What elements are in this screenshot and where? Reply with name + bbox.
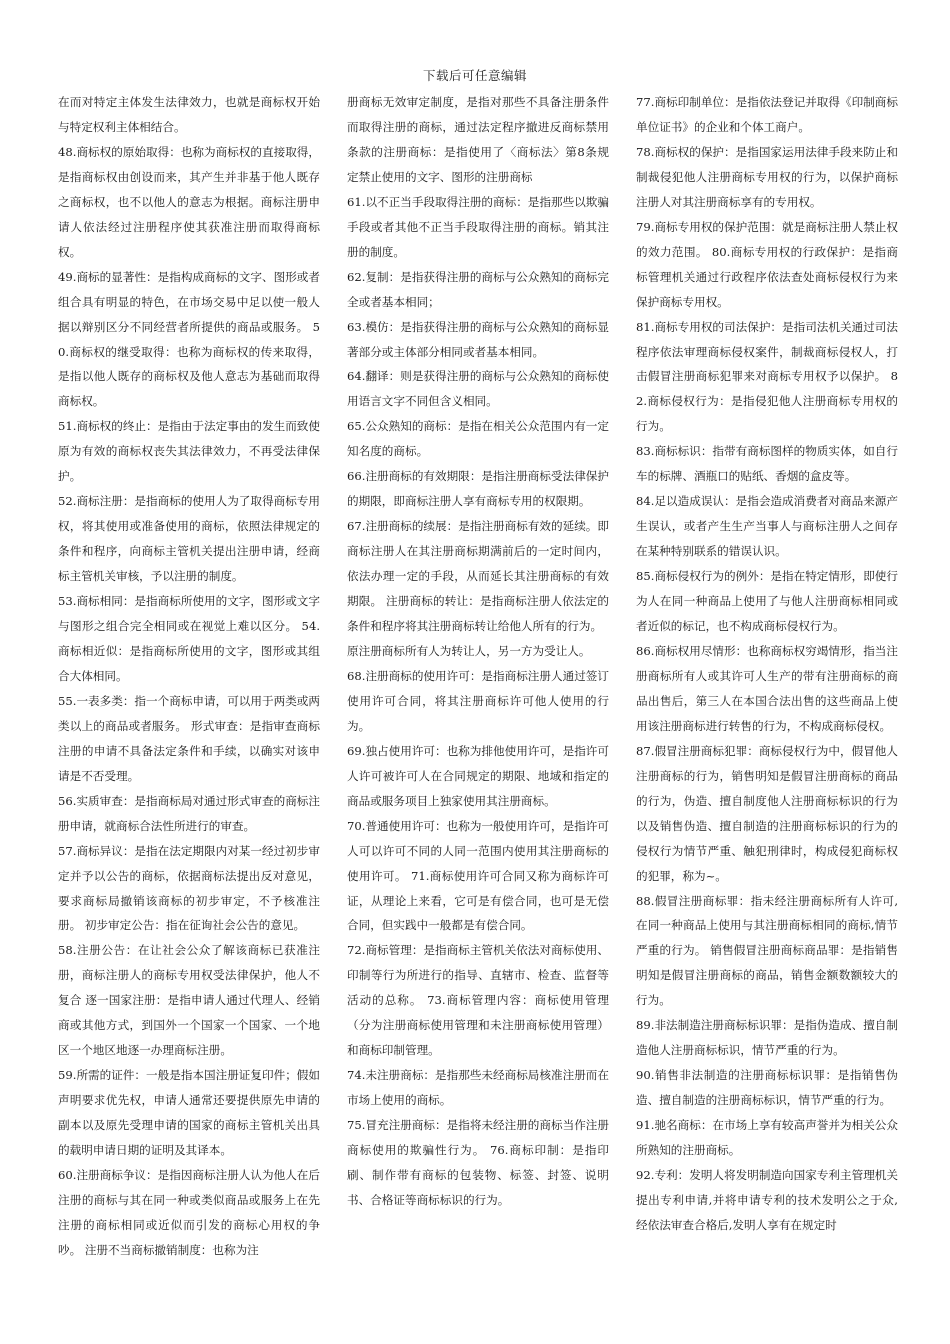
text-column-2 [347,90,609,1213]
paragraph: 69.独占使用许可：也称为排他使用许可，是指许可人许可被许可人在合同规定的期限、地域和指定的商品或服务项目上独家使用其注册商标。 [347,743,609,808]
page-header: 下载后可任意编辑 [422,68,527,83]
paragraph: 在而对特定主体发生法律效力，也就是商标权开始与特定权利主体相结合。 [58,95,320,134]
paragraph: 68.注册商标的使用许可：是指商标注册人通过签订使用许可合同，将其注册商标许可他人使用的行为。 [347,668,609,733]
paragraph: 87.假冒注册商标犯罪：商标侵权行为中，假冒他人注册商标的行为，销售明知是假冒注册商标的商品的行为，伪造、擅自制度他人注册商标标识的行为以及销售伪造、擅自制造的注册商标标识的行为的侵权行为情节严重、触犯刑律时，构成侵犯商标权的犯罪，称为~。 [636,743,898,883]
paragraph: 78.商标权的保护：是指国家运用法律手段来防止和制裁侵犯他人注册商标专用权的行为，以保护商标注册人对其注册商标享有的专用权。 [636,144,898,209]
paragraph: 72.商标管理：是指商标主管机关依法对商标使用、印制等行为所进行的指导、直辖市、检查、监督等活动的总称。 73.商标管理内容：商标使用管理（分为注册商标使用管理和未注册商标使用管理）和商标印制管理。 [347,943,609,1058]
paragraph: 74.未注册商标：是指那些未经商标局核准注册而在市场上使用的商标。 [347,1068,609,1108]
paragraph: 79.商标专用权的保护范围：就是商标注册人禁止权的效力范围。 80.商标专用权的行政保护：是指商标管理机关通过行政程序依法查处商标侵权行为来保护商标专用权。 [636,219,898,309]
paragraph: 92.专利：发明人将发明制造向国家专利主管理机关提出专利申请,并将申请专利的技术发明公之于众,经依法审查合格后,发明人享有在规定时 [636,1167,898,1232]
paragraph: 81.商标专用权的司法保护：是指司法机关通过司法程序依法审理商标侵权案件，制裁商标侵权人，打击假冒注册商标犯罪来对商标专用权予以保护。 82.商标侵权行为：是指侵犯他人注册商标专用权的行为。 [636,319,898,434]
paragraph: 58.注册公告：在让社会公众了解该商标已获准注册，商标注册人的商标专用权受法律保护，他人不复合 逐一国家注册：是指申请人通过代理人、经销商或其他方式，到国外一个国家一个国家、一个地区一个地区地逐一办理商标注册。 [58,943,320,1058]
paragraph: 册商标无效审定制度，是指对那些不具备注册条件而取得注册的商标，通过法定程序撤进反商标禁用条款的注册商标：是指使用了〈商标法〉第8条规定禁止使用的文字、图形的注册商标 [347,95,609,184]
paragraph: 56.实质审查：是指商标局对通过形式审查的商标注册申请，就商标合法性所进行的审查。 [58,793,320,833]
paragraph: 70.普通使用许可：也称为一般使用许可，是指许可人可以许可不同的人同一范围内使用其注册商标的使用许可。 71.商标使用许可合同又称为商标许可证，从理论上来看，它可是有偿合同，也可是无偿合同，但实践中一般都是有偿合同。 [347,818,609,933]
paragraph: 77.商标印制单位：是指依法登记并取得《印制商标单位证书》的企业和个体工商户。 [636,95,898,134]
paragraph: 90.销售非法制造的注册商标标识罪：是指销售伪造、擅自制造的注册商标标识，情节严重的行为。 [636,1068,898,1108]
paragraph: 原注册商标所有人为转让人，另一方为受让人。 [347,643,591,658]
paragraph: 63.模仿：是指获得注册的商标与公众熟知的商标显著部分或主体部分相同或者基本相同。 [347,319,609,359]
paragraph: 84.足以造成误认：是指会造成消费者对商品来源产生误认，或者产生生产当事人与商标注册人之间存在某种特别联系的错误认识。 [636,494,898,559]
paragraph: 51.商标权的终止：是指由于法定事由的发生而致使原为有效的商标权丧失其法律效力，不再受法律保护。 [58,419,320,484]
paragraph: 85.商标侵权行为的例外：是指在特定情形，即使行为人在同一种商品上使用了与他人注册商标相同或者近似的标记，也不构成商标侵权行为。 [636,569,898,634]
paragraph: 75.冒充注册商标：是指将未经注册的商标当作注册商标使用的欺骗性行为。 76.商标印制：是指印刷、制作带有商标的包装物、标签、封签、说明书、合格证等商标标识的行为。 [347,1118,609,1207]
paragraph: 64.翻译：则是获得注册的商标与公众熟知的商标使用语言文字不同但含义相同。 [347,369,609,409]
paragraph: 60.注册商标争议：是指因商标注册人认为他人在后注册的商标与其在同一种或类似商品或服务上在先注册的商标相同或近似而引发的商标心用权的争吵。 注册不当商标撤销制度：也称为注 [58,1167,320,1257]
text-column-1 [58,90,320,1263]
paragraph: 57.商标异议：是指在法定期限内对某一经过初步审定并予以公告的商标，依据商标法提出反对意见，要求商标局撤销该商标的初步审定，不予核准注册。 初步审定公告：指在征询社会公告的意见。 [58,843,320,933]
paragraph: 65.公众熟知的商标：是指在相关公众范围内有一定知名度的商标。 [347,419,609,459]
paragraph: 86.商标权用尽情形：也称商标权穷竭情形，指当注册商标所有人或其许可人生产的带有注册商标的商品出售后，第三人在本国合法出售的这些商品上使用该注册商标进行转售的行为，不构成商标侵权。 [636,643,898,733]
paragraph: 53.商标相同：是指商标所使用的文字，图形或文字与图形之组合完全相同或在视觉上难以区分。 54.商标相近似：是指商标所使用的文字，图形或其组合大体相同。 [58,594,320,683]
paragraph: 89.非法制造注册商标标识罪：是指伪造成、擅自制造他人注册商标标识，情节严重的行为。 [636,1018,898,1058]
paragraph: 67.注册商标的续展：是指注册商标有效的延续。即商标注册人在其注册商标期满前后的一定时间内，依法办理一定的手段，从而延长其注册商标的有效期限。 注册商标的转让：是指商标注册人依法定的条件和程序将其注册商标转让给他人所有的行为。 [347,519,609,634]
paragraph: 88.假冒注册商标罪：指未经注册商标所有人许可,在同一种商品上使用与其注册商标相同的商标,情节严重的行为。 销售假冒注册商标商品罪：是指销售明知是假冒注册商标的商品，销售金额数额较大的行为。 [636,893,898,1008]
paragraph: 59.所需的证件：一般是指本国注册证复印件；假如声明要求优先权，申请人通常还要提供原先申请的副本以及原先受理申请的国家的商标主管机关出具的载明申请日期的证明及其译本。 [58,1068,320,1158]
paragraph: 66.注册商标的有效期限：是指注册商标受法律保护的期限，即商标注册人享有商标专用的权限期。 [347,469,609,509]
paragraph: 91.驰名商标：在市场上享有较高声誉并为相关公众所熟知的注册商标。 [636,1118,898,1158]
paragraph: 55.一表多类：指一个商标申请，可以用于两类或两类以上的商品或者服务。 形式审查：是指审查商标注册的申请不具备法定条件和手续，以确实对该申请是不否受理。 [58,693,320,783]
paragraph: 48.商标权的原始取得：也称为商标权的直接取得，是指商标权由创设而来，其产生并非基于他人既存之商标权，也不以他人的意志为根据。商标注册申请人依法经过注册程序使其获准注册而取得商标权。 [58,144,320,259]
paragraph: 62.复制：是指获得注册的商标与公众熟知的商标完全或者基本相同； [347,269,609,309]
paragraph: 52.商标注册：是指商标的使用人为了取得商标专用权，将其使用或准备使用的商标，依照法律规定的条件和程序，向商标主管机关提出注册申请，经商标主管机关审核，予以注册的制度。 [58,494,320,584]
text-column-3 [636,90,898,1238]
paragraph: 83.商标标识：指带有商标图样的物质实体，如自行车的标牌、酒瓶口的贴纸、香烟的盒皮等。 [636,444,898,484]
paragraph: 49.商标的显著性：是指构成商标的文字、图形或者组合具有明显的特色，在市场交易中足以使一般人据以辩别区分不同经营者所提供的商品或服务。 50.商标权的继受取得：也称为商标权的传来取得，是指以他人既存的商标权及他人意志为基础而取得商标权。 [58,269,320,409]
paragraph: 61.以不正当手段取得注册的商标：是指那些以欺骗手段或者其他不正当手段取得注册的商标。销其注册的制度。 [347,194,609,259]
